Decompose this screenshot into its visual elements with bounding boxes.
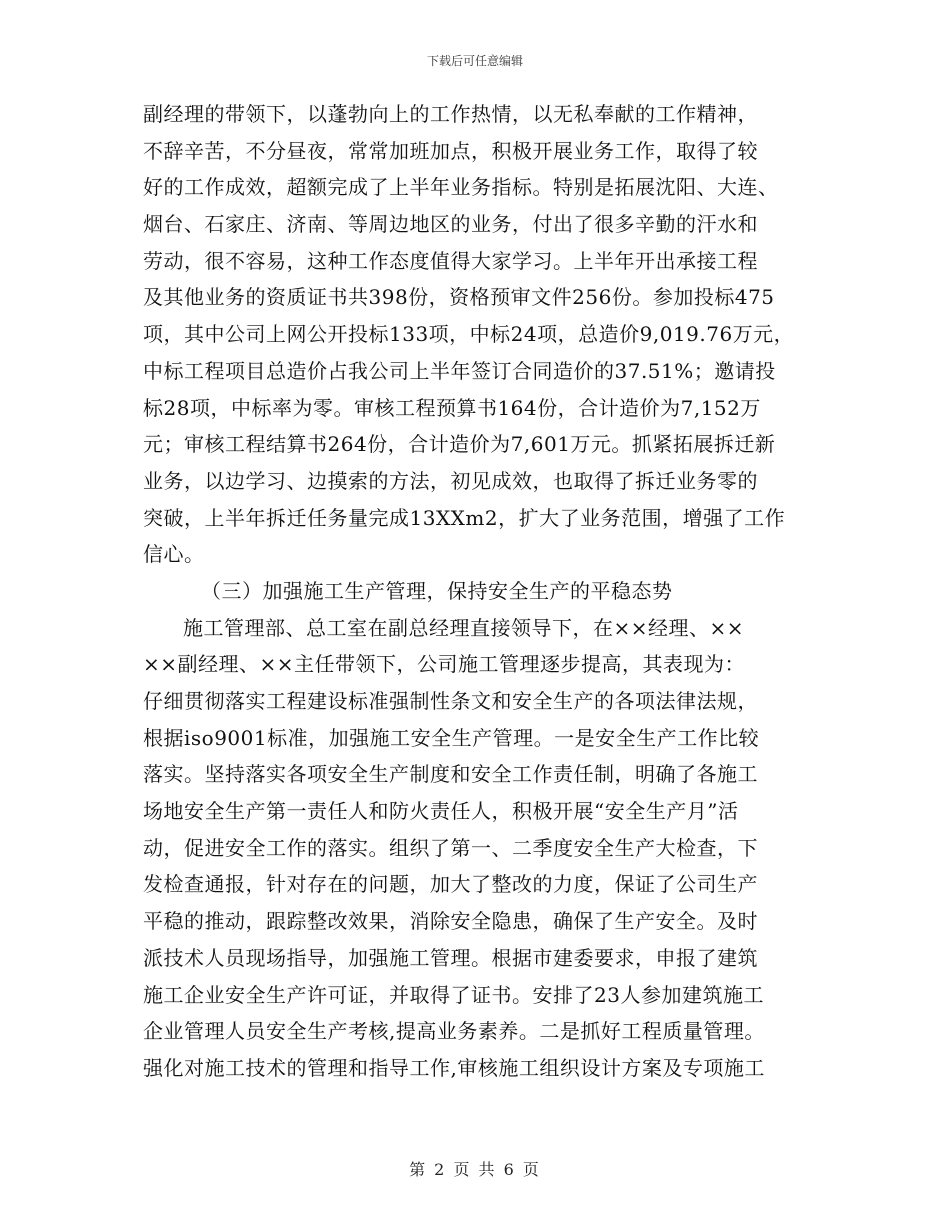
text-line: 不辞辛苦，不分昼夜，常常加班加点，积极开展业务工作，取得了较: [143, 138, 758, 163]
text-line: 及其他业务的资质证书共398份，资格预审文件256份。参加投标475: [143, 285, 775, 310]
text-line: 元；审核工程结算书264份，合计造价为7,601万元。抓紧拓展拆迁新: [143, 432, 776, 457]
text-line: 发检查通报，针对存在的问题，加大了整改的力度，保证了公司生产: [143, 872, 758, 897]
page-footer: 第 2 页 共 6 页: [409, 1160, 541, 1179]
text-line: ××副经理、××主任带领下，公司施工管理逐步提高，其表现为：: [143, 652, 746, 677]
text-line: 根据iso9001标准，加强施工安全生产管理。一是安全生产工作比较: [143, 725, 760, 750]
text-line: 落实。坚持落实各项安全生产制度和安全工作责任制，明确了各施工: [143, 762, 758, 787]
document-body: [143, 96, 823, 1087]
text-line: 标28项，中标率为零。审核工程预算书164份，合计造价为7,152万: [143, 395, 761, 420]
text-line: 平稳的推动，跟踪整改效果，消除安全隐患，确保了生产安全。及时: [143, 909, 758, 934]
page-header: 下载后可任意编辑: [426, 54, 523, 68]
text-line: 好的工作成效，超额完成了上半年业务指标。特别是拓展沈阳、大连、: [143, 175, 779, 200]
text-line: 仔细贯彻落实工程建设标准强制性条文和安全生产的各项法律法规，: [143, 689, 758, 713]
text-line: 施工管理部、总工室在副总经理直接领导下，在××经理、××: [183, 615, 745, 640]
text-line: 业务，以边学习、边摸索的方法，初见成效，也取得了拆迁业务零的: [143, 468, 758, 493]
text-line: 企业管理人员安全生产考核,提高业务素养。二是抓好工程质量管理。: [143, 1019, 765, 1044]
text-line: 信心。: [143, 542, 205, 567]
text-line: 施工企业安全生产许可证，并取得了证书。安排了23人参加建筑施工: [143, 982, 764, 1007]
text-line: 中标工程项目总造价占我公司上半年签订合同造价的37.51%；邀请投: [143, 358, 776, 383]
text-line: 突破，上半年拆迁任务量完成13XXm2，扩大了业务范围，增强了工作: [143, 505, 786, 530]
text-line: 强化对施工技术的管理和指导工作,审核施工组织设计方案及专项施工: [143, 1055, 765, 1080]
section-heading: （三）加强施工生产管理，保持安全生产的平稳态势: [201, 578, 673, 603]
text-line: 动，促进安全工作的落实。组织了第一、二季度安全生产大检查，下: [143, 835, 758, 860]
text-line: 劳动，很不容易，这种工作态度值得大家学习。上半年开出承接工程: [143, 248, 758, 273]
text-line: 烟台、石家庄、济南、等周边地区的业务，付出了很多辛勤的汗水和: [143, 212, 758, 237]
text-line: 派技术人员现场指导，加强施工管理。根据市建委要求，申报了建筑: [143, 945, 758, 970]
text-line: 副经理的带领下，以蓬勃向上的工作热情，以无私奉献的工作精神，: [143, 102, 758, 126]
text-line: 场地安全生产第一责任人和防火责任人，积极开展“安全生产月”活: [143, 799, 739, 824]
text-line: 项，其中公司上网公开投标133项，中标24项，总造价9,019.76万元，: [143, 322, 795, 347]
